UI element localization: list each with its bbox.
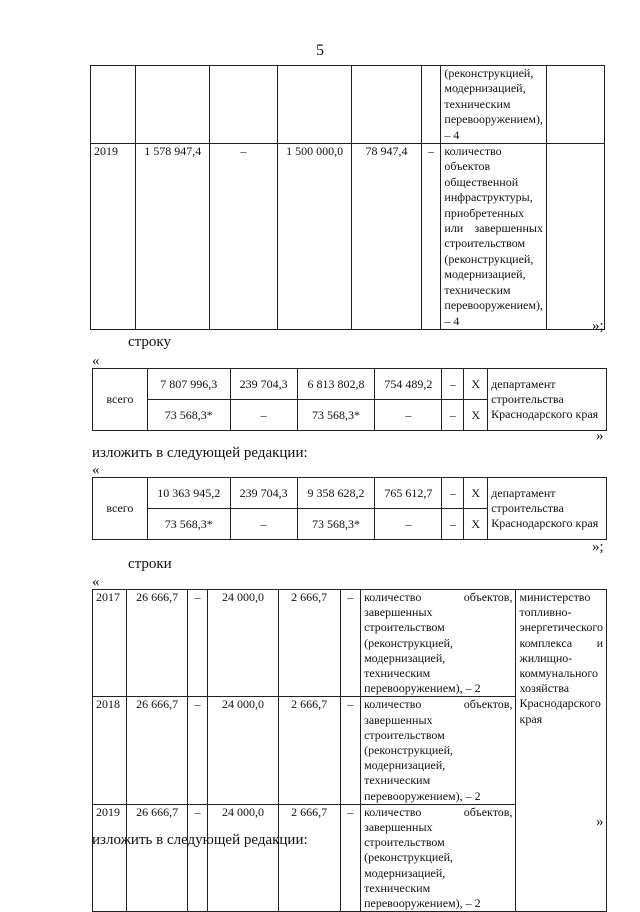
table-cell: – bbox=[230, 509, 297, 540]
table-cell: – bbox=[230, 400, 297, 431]
table-cell: – bbox=[375, 509, 442, 540]
table-cell: – bbox=[421, 144, 441, 330]
table-row bbox=[91, 144, 605, 330]
table-cell: – bbox=[340, 804, 360, 911]
open-quote: « bbox=[92, 462, 100, 478]
word-stroku: строку bbox=[128, 334, 171, 350]
table-cell: X bbox=[464, 509, 488, 540]
page-number: 5 bbox=[316, 42, 324, 59]
table-cell-total: 26 666,7 bbox=[127, 697, 188, 804]
table-cell: 24 000,0 bbox=[208, 804, 278, 911]
table-row bbox=[93, 369, 607, 400]
table-cell-year: 2019 bbox=[91, 144, 136, 330]
table-cell: – bbox=[187, 804, 207, 911]
table-cell: 73 568,3* bbox=[297, 400, 375, 431]
table-cell: 6 813 802,8 bbox=[297, 369, 375, 400]
table-cell-total: 1 578 947,4 bbox=[136, 144, 210, 330]
table-cell: – bbox=[442, 509, 464, 540]
table-cell: 24 000,0 bbox=[208, 590, 278, 697]
table-cell-label: всего bbox=[93, 369, 148, 431]
table-cell: X bbox=[464, 478, 488, 509]
table-cell: 73 568,3* bbox=[147, 400, 230, 431]
table-cell-desc: количество объектов, завершенных строительством (реконструкцией, модернизацией, техническим перевооружением), – 2 bbox=[361, 590, 516, 697]
table-cell: 754 489,2 bbox=[375, 369, 442, 400]
table-cell: 73 568,3* bbox=[147, 509, 230, 540]
table-cell-desc: количество объектов, завершенных строительством (реконструкцией, модернизацией, техническим перевооружением), – 2 bbox=[361, 804, 516, 911]
table-row bbox=[91, 66, 605, 144]
table-cell: 73 568,3* bbox=[297, 509, 375, 540]
program-table-rows bbox=[92, 589, 607, 912]
table-cell: – bbox=[340, 590, 360, 697]
table-cell: 2 666,7 bbox=[278, 590, 340, 697]
table-cell: 10 363 945,2 bbox=[147, 478, 230, 509]
table-cell: – bbox=[187, 590, 207, 697]
table-cell: – bbox=[375, 400, 442, 431]
table-cell: – bbox=[442, 400, 464, 431]
table-cell: – bbox=[340, 697, 360, 804]
table-cell: 9 358 628,2 bbox=[297, 478, 375, 509]
table-cell: 765 612,7 bbox=[375, 478, 442, 509]
table-cell: 78 947,4 bbox=[352, 144, 421, 330]
close-quote: » bbox=[596, 814, 604, 830]
table-cell-desc: количество объектов, завершенных строительством (реконструкцией, модернизацией, техническим перевооружением), – 2 bbox=[361, 697, 516, 804]
instruction-text: изложить в следующей редакции: bbox=[92, 445, 308, 461]
table-cell-ministry: министерство топливно-энергетического комплекса и жилищно-коммунального хозяйства Краснодарского края bbox=[516, 590, 607, 912]
table-cell-year: 2019 bbox=[93, 804, 127, 911]
table-cell: 1 500 000,0 bbox=[277, 144, 352, 330]
table-cell: 2 666,7 bbox=[278, 804, 340, 911]
table-cell-department: департамент строительства Краснодарского края bbox=[488, 478, 607, 540]
table-cell: 24 000,0 bbox=[208, 697, 278, 804]
table-cell-desc: (реконструкцией, модернизацией, техническим перевооружением), – 4 bbox=[441, 66, 547, 144]
table-cell-desc: количество объектов общественной инфраструктуры, приобретенных или завершенных строительством (реконструкцией, модернизацией, техническим перевооружением), – 4 bbox=[441, 144, 547, 330]
word-stroki: строки bbox=[128, 556, 172, 572]
table-cell: 239 704,3 bbox=[230, 478, 297, 509]
table-cell-department: департамент строительства Краснодарского края bbox=[488, 369, 607, 431]
total-table-old bbox=[92, 368, 607, 431]
close-quote: »; bbox=[592, 318, 604, 334]
instruction-text: изложить в следующей редакции: bbox=[92, 832, 308, 848]
close-quote: » bbox=[596, 428, 604, 444]
table-cell: X bbox=[464, 400, 488, 431]
table-cell-label: всего bbox=[93, 478, 148, 540]
program-table-continued bbox=[90, 65, 605, 330]
table-row bbox=[93, 478, 607, 509]
open-quote: « bbox=[92, 574, 100, 590]
table-cell-year: 2018 bbox=[93, 697, 127, 804]
table-cell: X bbox=[464, 369, 488, 400]
table-cell: 2 666,7 bbox=[278, 697, 340, 804]
table-cell: – bbox=[442, 478, 464, 509]
total-table-new bbox=[92, 477, 607, 540]
open-quote: « bbox=[92, 353, 100, 369]
table-cell-total: 26 666,7 bbox=[127, 804, 188, 911]
table-cell: 7 807 996,3 bbox=[147, 369, 230, 400]
table-cell-total: 26 666,7 bbox=[127, 590, 188, 697]
table-cell: – bbox=[442, 369, 464, 400]
close-quote: »; bbox=[592, 539, 604, 555]
table-row bbox=[93, 590, 607, 697]
table-cell: – bbox=[210, 144, 278, 330]
table-cell: 239 704,3 bbox=[230, 369, 297, 400]
table-cell-year: 2017 bbox=[93, 590, 127, 697]
table-cell: – bbox=[187, 697, 207, 804]
